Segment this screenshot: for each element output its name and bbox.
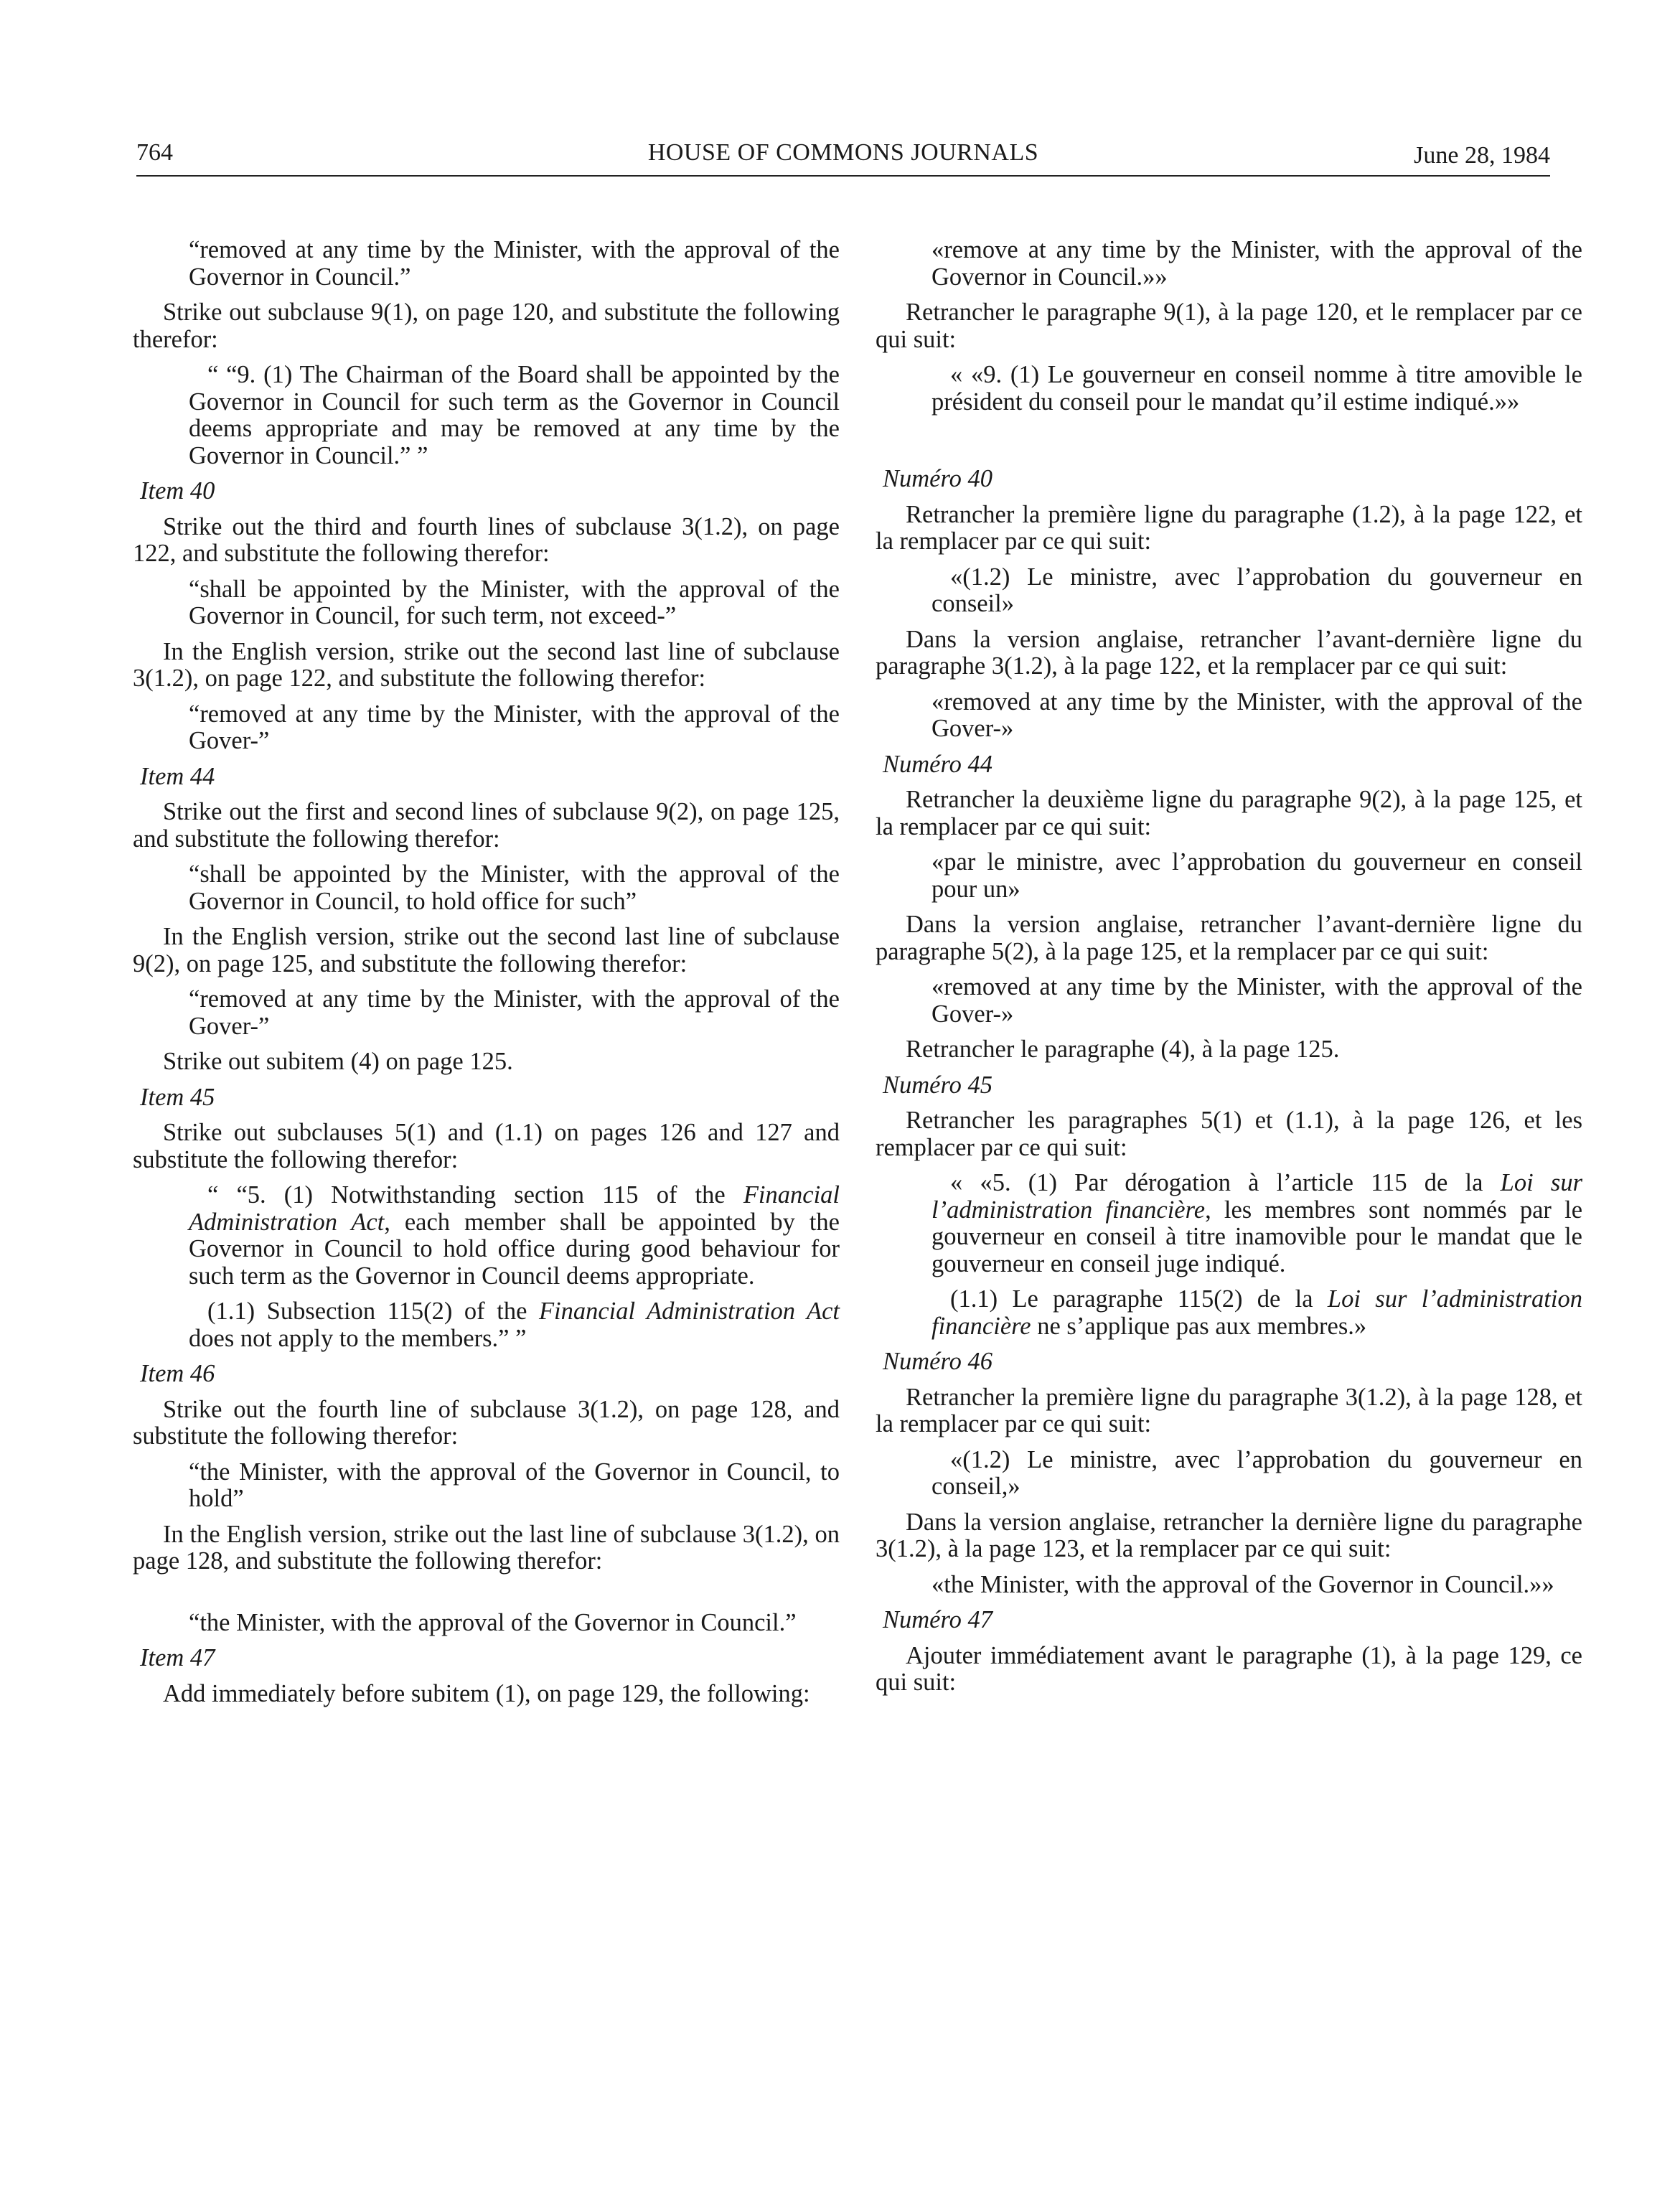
item-heading: Numéro 44 xyxy=(883,750,993,778)
quoted-text: “removed at any time by the Minister, with the approval of the Gover-” xyxy=(189,700,840,754)
act-title: Financial Administration Act xyxy=(189,1181,840,1236)
quoted-text xyxy=(931,1170,1582,1277)
page-header xyxy=(136,138,1550,177)
french-column xyxy=(876,237,1582,1705)
quoted-text: «the Minister, with the approval of the Governor in Council.»» xyxy=(931,1570,1554,1598)
quoted-text-part: (1.1) Subsection 115(2) of the xyxy=(207,1298,539,1325)
quoted-text xyxy=(189,1298,840,1352)
quoted-text-part: , each member shall be appointed by the Governor in Council to hold office during good behaviour for such term as the Governor in Council deems appropriate. xyxy=(189,1208,840,1290)
english-column xyxy=(133,237,840,1716)
paragraph: Retrancher le paragraphe 9(1), à la page 120, et le remplacer par ce qui suit: xyxy=(876,299,1582,353)
item-heading: Numéro 40 xyxy=(883,465,993,492)
quoted-text: “shall be appointed by the Minister, with the approval of the Governor in Council, for such term, not exceed-” xyxy=(189,575,840,629)
paragraph: In the English version, strike out the second last line of subclause 9(2), on page 125, and substitute the following therefor: xyxy=(133,923,840,977)
paragraph: Dans la version anglaise, retrancher l’avant-dernière ligne du paragraphe 3(1.2), à la page 122, et la remplacer par ce qui suit: xyxy=(876,625,1582,680)
paragraph: Strike out the third and fourth lines of subclause 3(1.2), on page 122, and substitute the following therefor: xyxy=(133,512,840,567)
quoted-text xyxy=(189,1182,840,1290)
item-heading: Item 47 xyxy=(140,1644,215,1671)
item-heading: Item 40 xyxy=(140,477,215,505)
paragraph: Strike out the first and second lines of subclause 9(2), on page 125, and substitute the following therefor: xyxy=(133,798,840,853)
quoted-text-part: « «5. (1) Par dérogation à l’article 115 de la xyxy=(950,1169,1501,1196)
paragraph: Strike out subclauses 5(1) and (1.1) on pages 126 and 127 and substitute the following therefor: xyxy=(133,1119,840,1173)
item-heading: Item 45 xyxy=(140,1083,215,1111)
paragraph: Retrancher la deuxième ligne du paragraphe 9(2), à la page 125, et la remplacer par ce qui suit: xyxy=(876,786,1582,840)
quoted-text: «remove at any time by the Minister, with the approval of the Governor in Council.»» xyxy=(931,236,1582,291)
quoted-text-part: does not apply to the members.” ” xyxy=(189,1324,527,1352)
quoted-text-part: ne s’applique pas aux membres.» xyxy=(1031,1312,1367,1340)
item-heading: Numéro 47 xyxy=(883,1606,993,1633)
quoted-text: «(1.2) Le ministre, avec l’approbation du gouverneur en conseil,» xyxy=(931,1445,1582,1500)
journal-title: HOUSE OF COMMONS JOURNALS xyxy=(647,139,1039,166)
paragraph: Add immediately before subitem (1), on page 129, the following: xyxy=(163,1679,810,1707)
quoted-text: «removed at any time by the Minister, with the approval of the Gover-» xyxy=(931,688,1582,742)
page-date: June 28, 1984 xyxy=(1414,142,1550,169)
act-title: Financial Administration Act xyxy=(538,1298,840,1325)
paragraph: Dans la version anglaise, retrancher l’avant-dernière ligne du paragraphe 5(2), à la page 125, et la remplacer par ce qui suit: xyxy=(876,911,1582,965)
quoted-text-part: “ “5. (1) Notwithstanding section 115 of the xyxy=(207,1181,743,1209)
paragraph: Strike out subclause 9(1), on page 120, and substitute the following therefor: xyxy=(133,299,840,353)
quoted-text: “ “9. (1) The Chairman of the Board shall be appointed by the Governor in Council for such term as the Governor in Council deems appropriate and may be removed at any time by the Governor in Council.” ” xyxy=(189,361,840,469)
paragraph: Retrancher les paragraphes 5(1) et (1.1), à la page 126, et les remplacer par ce qui suit: xyxy=(876,1107,1582,1161)
paragraph: Retrancher la première ligne du paragraphe (1.2), à la page 122, et la remplacer par ce qui suit: xyxy=(876,500,1582,555)
item-heading: Item 44 xyxy=(140,762,215,790)
quoted-text xyxy=(931,1286,1582,1340)
quoted-text: “the Minister, with the approval of the Governor in Council, to hold” xyxy=(189,1458,840,1512)
quoted-text: «removed at any time by the Minister, with the approval of the Gover-» xyxy=(931,973,1582,1028)
quoted-text: “shall be appointed by the Minister, with the approval of the Governor in Council, to hold office for such” xyxy=(189,860,840,915)
paragraph: Retrancher le paragraphe (4), à la page 125. xyxy=(906,1036,1340,1063)
paragraph: In the English version, strike out the last line of subclause 3(1.2), on page 128, and substitute the following therefor: xyxy=(133,1520,840,1575)
paragraph: Ajouter immédiatement avant le paragraphe (1), à la page 129, ce qui suit: xyxy=(876,1641,1582,1696)
item-heading: Numéro 45 xyxy=(883,1071,993,1099)
act-title: Loi sur l’administration financière xyxy=(931,1285,1582,1340)
paragraph: Strike out subitem (4) on page 125. xyxy=(163,1048,513,1075)
item-heading: Item 46 xyxy=(140,1360,215,1387)
quoted-text-part: (1.1) Le paragraphe 115(2) de la xyxy=(950,1285,1328,1313)
quoted-text: “removed at any time by the Minister, with the approval of the Governor in Council.” xyxy=(189,236,840,291)
paragraph: Retrancher la première ligne du paragraphe 3(1.2), à la page 128, et la remplacer par ce qui suit: xyxy=(876,1383,1582,1437)
paragraph: Dans la version anglaise, retrancher la dernière ligne du paragraphe 3(1.2), à la page 123, et la remplacer par ce qui suit: xyxy=(876,1508,1582,1562)
paragraph: Strike out the fourth line of subclause 3(1.2), on page 128, and substitute the following therefor: xyxy=(133,1395,840,1450)
quoted-text: «par le ministre, avec l’approbation du gouverneur en conseil pour un» xyxy=(931,848,1582,903)
page-number: 764 xyxy=(136,139,173,166)
quoted-text: “removed at any time by the Minister, with the approval of the Gover-” xyxy=(189,985,840,1040)
quoted-text-part: , les membres sont nommés par le gouverneur en conseil à titre inamovible pour le mandat que le gouverneur en conseil juge indiqué. xyxy=(931,1196,1583,1277)
paragraph: In the English version, strike out the second last line of subclause 3(1.2), on page 122, and substitute the following therefor: xyxy=(133,637,840,692)
quoted-text: “the Minister, with the approval of the Governor in Council.” xyxy=(189,1608,797,1636)
item-heading: Numéro 46 xyxy=(883,1348,993,1375)
quoted-text: «(1.2) Le ministre, avec l’approbation du gouverneur en conseil» xyxy=(931,563,1582,617)
quoted-text: « «9. (1) Le gouverneur en conseil nomme à titre amovible le président du conseil pour le mandat qu’il estime indiqué.»» xyxy=(931,361,1582,416)
act-title: Loi sur l’administration financière xyxy=(931,1169,1582,1224)
